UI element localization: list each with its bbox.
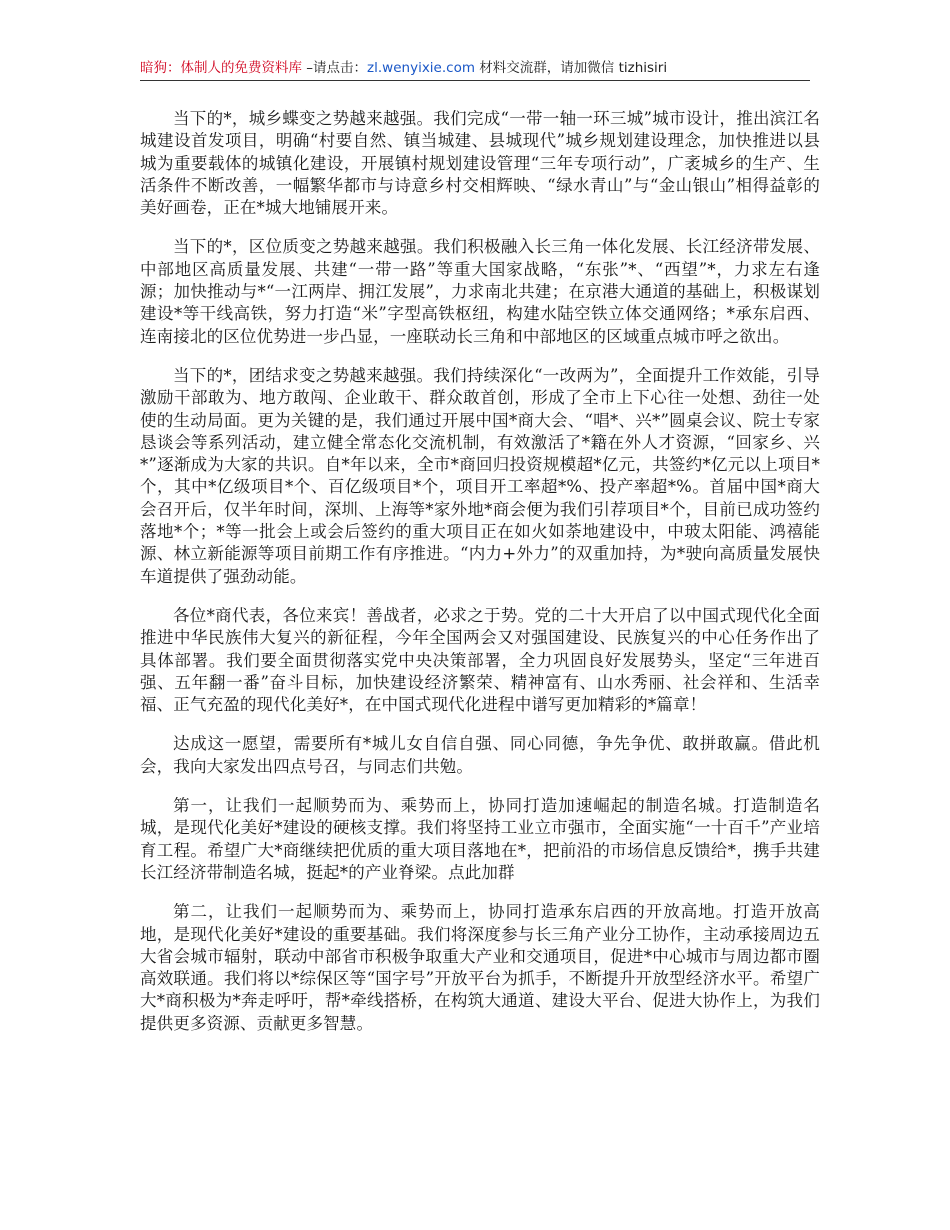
page-header	[140, 58, 810, 81]
paragraph-6: 第一，让我们一起顺势而为、乘势而上，协同打造加速崛起的制造名城。打造制造名城，是现代化美好*建设的硬核支撑。我们将坚持工业立市强市，全面实施“一十百千”产业培育工程。希望广大*商继续把优质的重大项目落地在*，把前沿的市场信息反馈给*，携手共建长江经济带制造名城，挺起*的产业脊梁。点此加群	[140, 796, 820, 882]
paragraph-3: 当下的*，团结求变之势越来越强。我们持续深化“一改两为”，全面提升工作效能，引导激励干部敢为、地方敢闯、企业敢干、群众敢首创，形成了全市上下心往一处想、劲往一处使的生动局面。更为关键的是，我们通过开展中国*商大会、“唱*、兴*”圆桌会议、院士专家恳谈会等系列活动，建立健全常态化交流机制，有效激活了*籍在外人才资源，“回家乡、兴*”逐渐成为大家的共识。自*年以来，全市*商回归投资规模超*亿元，共签约*亿元以上项目*个，其中*亿级项目*个、百亿级项目*个，项目开工率超*%、投产率超*%。首届中国*商大会召开后，仅半年时间，深圳、上海等*家外地*商会便为我们引荐项目*个，目前已成功签约落地*个；*等一批会上或会后签约的重大项目正在如火如荼地建设中，中玻太阳能、鸿禧能源、林立新能源等项目前期工作有序推进。“内力+外力”的双重加持，为*驶向高质量发展快车道提供了强劲动能。	[140, 365, 820, 586]
paragraph-5: 达成这一愿望，需要所有*城儿女自信自强、同心同德，争先争优、敢拼敢赢。借此机会，我向大家发出四点号召，与同志们共勉。	[140, 734, 820, 776]
header-separator: –请点击：	[302, 60, 368, 76]
paragraph-1: 当下的*，城乡蝶变之势越来越强。我们完成“一带一轴一环三城”城市设计，推出滨江名城建设首发项目，明确“村要自然、镇当城建、县城现代”城乡规划建设理念，加快推进以县城为重要载体的城镇化建设，开展镇村规划建设管理“三年专项行动”，广袤城乡的生产、生活条件不断改善，一幅繁华都市与诗意乡村交相辉映、“绿水青山”与“金山银山”相得益彰的美好画卷，正在*城大地铺展开来。	[140, 109, 820, 218]
paragraph-4: 各位*商代表，各位来宾！善战者，必求之于势。党的二十大开启了以中国式现代化全面推进中华民族伟大复兴的新征程，今年全国两会又对强国建设、民族复兴的中心任务作出了具体部署。我们要全面贯彻落实党中央决策部署，全力巩固良好发展势头，坚定“三年进百强、五年翻一番”奋斗目标，加快建设经济繁荣、精神富有、山水秀丽、社会祥和、生活幸福、正气充盈的现代化美好*，在中国式现代化进程中谱写更加精彩的*篇章！	[140, 605, 820, 715]
header-brand: 暗狗：体制人的免费资料库	[140, 60, 302, 76]
header-contact: 材料交流群，请加微信 tizhisiri	[475, 60, 668, 76]
document-body	[140, 108, 820, 1052]
paragraph-2: 当下的*，区位质变之势越来越强。我们积极融入长三角一体化发展、长江经济带发展、中部地区高质量发展、共建“一带一路”等重大国家战略，“东张”*、“西望”*，力求左右逢源；加快推动与*“一江两岸、拥江发展”，力求南北共建；在京港大通道的基础上，积极谋划建设*等干线高铁，努力打造“米”字型高铁枢纽，构建水陆空铁立体交通网络；*承东启西、连南接北的区位优势进一步凸显，一座联动长三角和中部地区的区域重点城市呼之欲出。	[140, 237, 820, 346]
header-link[interactable]: zl.wenyixie.com	[367, 60, 475, 76]
paragraph-7: 第二，让我们一起顺势而为、乘势而上，协同打造承东启西的开放高地。打造开放高地，是现代化美好*建设的重要基础。我们将深度参与长三角产业分工协作，主动承接周边五大省会城市辐射，联动中部省市积极争取重大产业和交通项目，促进*中心城市与周边都市圈高效联通。我们将以*综保区等“国字号”开放平台为抓手，不断提升开放型经济水平。希望广大*商积极为*奔走呼吁，帮*牵线搭桥，在构筑大通道、建设大平台、促进大协作上，为我们提供更多资源、贡献更多智慧。	[140, 902, 820, 1033]
